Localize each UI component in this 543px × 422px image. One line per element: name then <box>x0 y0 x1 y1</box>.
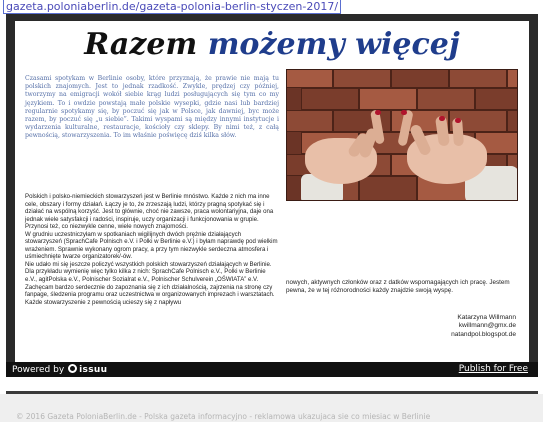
article-photo-hands <box>286 69 518 201</box>
author-name: Katarzyna Willmann <box>457 314 516 321</box>
article-body <box>25 193 279 306</box>
author-email: kwillmann@gmx.de <box>458 322 516 330</box>
horizontal-scroll-area <box>0 380 543 388</box>
viewer-footer <box>6 362 538 377</box>
title-part-mozemy-wiecej: możemy więcej <box>207 27 460 62</box>
address-bar[interactable] <box>0 0 543 14</box>
magazine-page <box>15 21 529 367</box>
title-part-razem: Razem <box>84 27 198 62</box>
body-paragraph: Polskich i polsko-niemieckich stowarzyszeń jest w Berlinie mnóstwo. Każde z nich ma inne cele, obszary i formy działań. Łączy je to, że zrzeszają ludzi, którzy pragną spotykać się i działać na wspólną korzyść. Jest to głównie, choć nie zawsze, praca wolontariyjna, daje ona jednak wiele satysfakcji i radości, inspiruje, uczy organizacji i funkcjonowania w grupie. Przynosi też, co niezwykle cenne, wiele nowych znajomości. <box>25 193 274 231</box>
body-paragraph: Nie udało mi się jeszcze policzyć wszystkich polskich stowarzyszeń działających w Berlinie. Dla przykładu wymienię więc tylko kilka z nich: SprachCafe Polnisch e.V., Polki w Berlinie e.V., agitPolska e.V., Polnischer Sozialrat e.V., Polnischer Schulverein „OŚWIATA” e.V. <box>25 260 272 284</box>
publish-for-free-link[interactable]: Publish for Free <box>458 364 528 374</box>
issuu-brand: issuu <box>79 365 108 375</box>
article-title <box>15 27 529 63</box>
copyright-text: © 2016 Gazeta PoloniaBerlin.de - Polska gazeta informacyjno - reklamowa ukazujaca sie co miesiac w Berlinie <box>16 412 431 421</box>
url-text[interactable]: gazeta.poloniaberlin.de/gazeta-polonia-berlin-styczen-2017/ <box>3 0 341 13</box>
powered-by-label: Powered by <box>12 365 65 375</box>
author-signature <box>286 314 516 339</box>
author-blog: natandpol.blogspot.de <box>451 330 516 338</box>
issuu-viewer[interactable] <box>6 14 538 377</box>
issuu-logo-icon <box>68 364 77 373</box>
article-intro: Czasami spotykam w Berlinie osoby, które przyznają, że prawie nie mają tu polskich znajomych. Jest to jednak rzadkość. Zwykle, prędzej czy później, tworzymy na emigracji wokół siebie krąg ludzi posługujących się tym co my językiem. To i owdzie powstają małe polskie wysepki, gdzie nasi lub bardziej regularnie spotykamy się, by poczuć się jak w Polsce, jak dawniej, byc może razem, by poczuć się „u siebie”. Takimi wyspami są między innymi instytucje i wydarzenia kulturalne, restauracje, kościoły czy sklepy. By nimi też, z całą pewnością, stowarzyszenia. To im właśnie poświęcę dziś kilka słów. <box>25 75 279 140</box>
article-continuation: nowych, aktywnych członków oraz z datków wspomagających ich pracę. Jestem pewna, że w tej różnorodności każdy znajdzie swoją wyspę. <box>286 279 510 294</box>
body-paragraph: W grudniu uczestniczyłam w spotkaniach wigilijnych dwóch prężnie działających stowarzyszeń (SprachCafe Polnisch e.V. i Polki w Berlinie e.V.) i byłam naprawdę pod wielkim wrażeniem. Sprawnie wykonany ogrom pracy, a przy tym niezwykle serdeczna atmosfera i uśmiechnięte twarze organizatorek/-ów. <box>25 230 278 261</box>
powered-by-issuu[interactable] <box>12 364 107 376</box>
body-paragraph: Zachęcam bardzo serdecznie do zapoznania się z ich działalnością, zajrzenia na stronę czy fanpage, śledzenia programu oraz uczestnictwa w organizowanych imprezach i warsztatach. Każde stowarzyszenie z pewnością ucieszy się z napływu <box>25 283 275 306</box>
